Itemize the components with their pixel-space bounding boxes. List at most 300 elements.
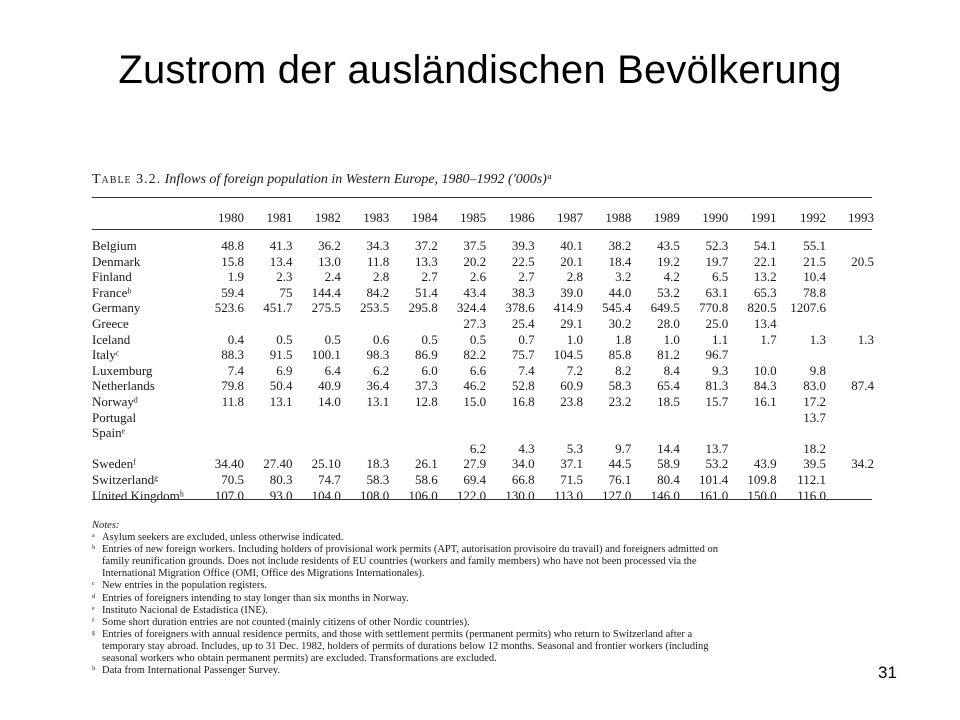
value-cell: 13.7 (803, 409, 827, 425)
value-cell: 27.3 (463, 315, 487, 331)
value-cell: 75 (279, 284, 293, 300)
value-cell: 53.2 (705, 456, 729, 472)
value-cell: 122.0 (456, 487, 487, 503)
value-cell (830, 394, 878, 410)
note-marker: ᶠ (92, 616, 95, 628)
value-cell: 66.8 (511, 471, 535, 487)
header-year: 1993 (848, 210, 874, 225)
value-cell: 74.7 (318, 471, 341, 487)
country-cell: Greece (92, 315, 129, 331)
page-number: 31 (878, 663, 897, 682)
table-notes (92, 520, 882, 677)
value-cell (248, 316, 296, 332)
data-table (88, 208, 878, 503)
value-cell: 15.0 (463, 393, 487, 409)
value-cell (830, 285, 878, 301)
value-cell: 34.3 (366, 238, 390, 253)
value-cell (830, 472, 878, 488)
value-cell: 58.6 (414, 471, 438, 487)
value-cell: 2.7 (518, 269, 535, 285)
value-cell: 12.8 (414, 393, 438, 409)
value-cell (490, 410, 538, 426)
table-row (88, 254, 878, 270)
value-cell (830, 441, 878, 457)
value-cell: 104.0 (311, 487, 341, 503)
value-cell: 22.1 (753, 253, 777, 269)
note-line (92, 568, 882, 580)
value-cell (200, 316, 248, 332)
value-cell: 85.8 (608, 347, 632, 363)
value-cell: 1.3 (857, 331, 874, 347)
value-cell: 2.4 (324, 269, 341, 285)
value-cell: 53.2 (657, 284, 680, 300)
value-cell: 58.3 (366, 471, 390, 487)
value-cell: 16.8 (511, 393, 535, 409)
value-cell (248, 425, 296, 441)
value-cell: 28.0 (657, 315, 680, 331)
value-cell: 84.3 (753, 378, 777, 394)
value-cell (732, 410, 780, 426)
value-cell: 63.1 (705, 284, 729, 300)
value-cell: 37.5 (463, 238, 487, 253)
value-cell: 96.7 (705, 347, 729, 363)
table-header-row (88, 208, 878, 228)
value-cell: 108.0 (360, 487, 390, 503)
value-cell: 23.8 (560, 393, 583, 409)
table-row (88, 332, 878, 348)
value-cell: 295.8 (408, 300, 438, 316)
value-cell: 37.2 (414, 238, 438, 253)
country-cell: Franceᵇ (92, 284, 132, 300)
value-cell: 11.8 (221, 393, 245, 409)
value-cell (442, 425, 490, 441)
notes-title: Notes: (92, 520, 120, 531)
value-cell: 6.2 (373, 362, 390, 378)
value-cell: 2.8 (373, 269, 390, 285)
value-cell: 16.1 (753, 393, 777, 409)
value-cell: 112.1 (797, 471, 827, 487)
value-cell (830, 425, 878, 441)
country-cell: Netherlands (92, 378, 155, 394)
value-cell (732, 441, 780, 457)
value-cell: 6.6 (469, 362, 487, 378)
value-cell: 93.0 (269, 487, 293, 503)
value-cell: 13.1 (269, 393, 293, 409)
value-cell: 51.4 (414, 284, 438, 300)
value-cell (345, 316, 393, 332)
value-cell: 5.3 (566, 440, 583, 456)
value-cell: 52.3 (705, 238, 729, 253)
value-cell: 39.0 (560, 284, 583, 300)
value-cell: 18.5 (657, 393, 680, 409)
value-cell: 88.3 (221, 347, 245, 363)
value-cell: 13.0 (318, 253, 341, 269)
value-cell (635, 410, 683, 426)
value-cell: 8.4 (663, 362, 680, 378)
value-cell: 101.4 (699, 471, 729, 487)
value-cell (781, 425, 830, 441)
value-cell (830, 347, 878, 363)
note-marker: ᵈ (92, 592, 96, 604)
value-cell: 13.4 (753, 315, 777, 331)
value-cell: 29.1 (560, 315, 583, 331)
value-cell: 15.7 (705, 393, 729, 409)
value-cell: 80.4 (657, 471, 680, 487)
value-cell: 545.4 (602, 300, 632, 316)
value-cell: 86.9 (414, 347, 438, 363)
value-cell: 7.4 (518, 362, 535, 378)
value-cell: 18.2 (803, 440, 827, 456)
value-cell: 37.3 (414, 378, 438, 394)
value-cell: 22.5 (511, 253, 535, 269)
value-cell: 13.1 (366, 393, 390, 409)
country-cell: Switzerlandᵍ (92, 471, 159, 487)
value-cell: 41.3 (269, 238, 293, 253)
value-cell: 65.4 (657, 378, 680, 394)
value-cell: 79.8 (221, 378, 245, 394)
value-cell: 2.3 (276, 269, 293, 285)
value-cell (830, 316, 878, 332)
value-cell: 2.7 (421, 269, 438, 285)
value-cell: 39.5 (803, 456, 827, 472)
value-cell (296, 410, 344, 426)
header-year: 1984 (411, 210, 438, 225)
value-cell (393, 441, 441, 457)
value-cell: 150.0 (747, 487, 777, 503)
value-cell: 11.8 (367, 253, 390, 269)
country-cell: Luxemburg (92, 362, 153, 378)
value-cell: 36.4 (366, 378, 390, 394)
value-cell: 13.4 (269, 253, 293, 269)
value-cell: 71.5 (560, 471, 583, 487)
value-cell: 3.2 (615, 269, 632, 285)
country-cell: Belgium (92, 238, 137, 253)
value-cell (539, 410, 587, 426)
note-line (92, 593, 882, 605)
value-cell: 13.2 (753, 269, 777, 285)
value-cell: 87.4 (851, 378, 874, 394)
value-cell (684, 410, 732, 426)
country-cell (88, 441, 200, 457)
value-cell: 44.0 (608, 284, 632, 300)
note-marker: ᵉ (92, 604, 95, 616)
value-cell: 2.6 (469, 269, 487, 285)
value-cell: 9.7 (615, 440, 632, 456)
value-cell: 70.5 (221, 471, 245, 487)
value-cell: 0.4 (227, 331, 245, 347)
value-cell (248, 441, 296, 457)
note-line (92, 556, 882, 568)
notes-list (92, 532, 882, 677)
value-cell: 81.3 (705, 378, 729, 394)
table-row (88, 472, 878, 488)
note-text: Entries of foreigners with annual residence permits, and those with settlement permits (permanent permits) who return to Switzerland after a (102, 628, 693, 640)
note-line (92, 665, 882, 677)
value-cell: 25.10 (311, 456, 341, 472)
value-cell: 19.2 (657, 253, 680, 269)
value-cell (781, 347, 830, 363)
value-cell: 1.7 (760, 331, 777, 347)
header-year: 1985 (460, 210, 487, 225)
value-cell: 43.9 (753, 456, 777, 472)
value-cell (635, 425, 683, 441)
value-cell (539, 425, 587, 441)
value-cell (393, 425, 441, 441)
table-caption (92, 172, 552, 188)
value-cell: 0.5 (469, 331, 487, 347)
value-cell: 6.5 (712, 269, 729, 285)
value-cell: 146.0 (650, 487, 680, 503)
value-cell: 50.4 (269, 378, 293, 394)
value-cell: 17.2 (803, 393, 827, 409)
value-cell: 40.9 (318, 378, 341, 394)
value-cell: 18.3 (366, 456, 390, 472)
header-year: 1990 (702, 210, 729, 225)
table-row (88, 441, 878, 457)
value-cell: 21.5 (803, 253, 827, 269)
note-text: Asylum seekers are excluded, unless otherwise indicated. (102, 532, 344, 544)
value-cell: 27.9 (463, 456, 487, 472)
value-cell: 46.2 (463, 378, 487, 394)
value-cell: 0.5 (421, 331, 438, 347)
note-line (92, 641, 882, 653)
value-cell: 9.3 (712, 362, 729, 378)
table-row (88, 316, 878, 332)
note-text: seasonal workers who obtain permanent permits) are excluded. Transformations are excluded. (102, 653, 497, 665)
value-cell: 10.0 (753, 362, 777, 378)
note-marker: ᶜ (92, 580, 95, 592)
value-cell (587, 410, 635, 426)
value-cell (830, 269, 878, 285)
note-marker: ᵍ (92, 628, 96, 640)
value-cell (830, 300, 878, 316)
value-cell: 39.3 (511, 238, 535, 253)
value-cell: 378.6 (505, 300, 535, 316)
value-cell: 6.2 (469, 440, 487, 456)
value-cell: 36.2 (318, 238, 341, 253)
value-cell: 69.4 (463, 471, 487, 487)
value-cell: 14.0 (318, 393, 341, 409)
value-cell: 113.0 (554, 487, 583, 503)
value-cell: 1.1 (712, 331, 729, 347)
country-cell: Finland (92, 269, 132, 285)
value-cell: 27.40 (263, 456, 293, 472)
value-cell (684, 425, 732, 441)
header-year: 1989 (653, 210, 680, 225)
table-row (88, 456, 878, 472)
value-cell: 0.7 (518, 331, 535, 347)
value-cell: 13.3 (414, 253, 438, 269)
value-cell: 98.3 (366, 347, 390, 363)
note-line (92, 544, 882, 556)
note-marker: ʰ (92, 665, 96, 677)
header-year: 1986 (508, 210, 535, 225)
bottom-rule (92, 499, 872, 500)
value-cell: 34.0 (511, 456, 535, 472)
value-cell: 275.5 (311, 300, 341, 316)
value-cell: 20.5 (851, 253, 874, 269)
country-cell: Norwayᵈ (92, 393, 138, 409)
value-cell (393, 316, 441, 332)
value-cell (732, 425, 780, 441)
value-cell: 107.0 (214, 487, 245, 503)
value-cell: 83.0 (803, 378, 827, 394)
value-cell: 161.0 (699, 487, 729, 503)
value-cell: 78.8 (803, 284, 827, 300)
note-line (92, 653, 882, 665)
value-cell: 60.9 (560, 378, 583, 394)
value-cell (345, 441, 393, 457)
value-cell: 9.8 (809, 362, 827, 378)
value-cell: 26.1 (414, 456, 438, 472)
note-text: Entries of new foreign workers. Including holders of provisional work permits (APT, autorisation provisoire du travail) and foreigners admitted on (102, 544, 718, 556)
value-cell: 76.1 (608, 471, 632, 487)
value-cell: 1.0 (663, 331, 680, 347)
value-cell: 0.5 (276, 331, 293, 347)
value-cell (296, 425, 344, 441)
table-row (88, 347, 878, 363)
value-cell: 20.1 (560, 253, 583, 269)
note-text: Some short duration entries are not counted (mainly citizens of other Nordic countries). (102, 616, 470, 628)
value-cell: 75.7 (511, 347, 535, 363)
value-cell (732, 347, 780, 363)
value-cell: 65.3 (753, 284, 777, 300)
table-row (88, 269, 878, 285)
value-cell: 109.8 (747, 471, 777, 487)
value-cell: 30.2 (608, 315, 632, 331)
table-row (88, 410, 878, 426)
value-cell: 59.4 (221, 284, 245, 300)
header-year: 1983 (363, 210, 390, 225)
country-cell: United Kingdomʰ (92, 487, 184, 503)
table-row (88, 378, 878, 394)
value-cell: 104.5 (553, 347, 583, 363)
value-cell: 82.2 (463, 347, 487, 363)
value-cell (830, 410, 878, 426)
value-cell: 43.5 (657, 238, 680, 253)
value-cell (830, 228, 878, 254)
note-marker: ᵃ (92, 532, 95, 544)
value-cell: 414.9 (553, 300, 583, 316)
table-row (88, 228, 878, 254)
value-cell: 58.9 (657, 456, 680, 472)
value-cell (781, 316, 830, 332)
value-cell: 6.4 (324, 362, 341, 378)
value-cell: 0.6 (373, 331, 390, 347)
value-cell: 253.5 (360, 300, 390, 316)
header-year: 1988 (605, 210, 632, 225)
value-cell (442, 410, 490, 426)
value-cell (200, 410, 248, 426)
value-cell: 451.7 (263, 300, 293, 316)
value-cell: 1.3 (809, 331, 827, 347)
value-cell (248, 410, 296, 426)
value-cell: 1.0 (566, 331, 583, 347)
value-cell: 14.4 (657, 440, 680, 456)
value-cell: 127.0 (602, 487, 632, 503)
value-cell (345, 425, 393, 441)
value-cell: 23.2 (608, 393, 632, 409)
value-cell: 4.2 (663, 269, 680, 285)
value-cell: 38.3 (511, 284, 535, 300)
value-cell: 15.8 (221, 253, 245, 269)
scanned-table-image (88, 172, 878, 692)
value-cell: 91.5 (269, 347, 293, 363)
value-cell (200, 441, 248, 457)
value-cell (587, 425, 635, 441)
table-row (88, 285, 878, 301)
table-row (88, 300, 878, 316)
value-cell: 7.4 (227, 362, 245, 378)
value-cell (296, 316, 344, 332)
value-cell: 6.9 (276, 362, 293, 378)
value-cell: 2.8 (566, 269, 583, 285)
value-cell: 34.40 (214, 456, 245, 472)
value-cell: 649.5 (650, 300, 680, 316)
value-cell: 25.4 (511, 315, 535, 331)
value-cell: 0.5 (324, 331, 341, 347)
value-cell: 8.2 (615, 362, 632, 378)
note-text: Data from International Passenger Survey. (102, 665, 281, 677)
value-cell: 81.2 (657, 347, 680, 363)
value-cell: 52.8 (511, 378, 535, 394)
value-cell: 80.3 (269, 471, 293, 487)
value-cell (345, 410, 393, 426)
table-row (88, 394, 878, 410)
value-cell: 770.8 (699, 300, 729, 316)
note-text: Instituto Nacional de Estadística (INE). (102, 604, 268, 616)
value-cell: 1.9 (227, 269, 245, 285)
header-year: 1982 (314, 210, 341, 225)
value-cell: 48.8 (221, 238, 245, 253)
value-cell: 6.0 (421, 362, 438, 378)
value-cell: 58.3 (608, 378, 632, 394)
value-cell: 20.2 (463, 253, 487, 269)
value-cell (830, 488, 878, 504)
table-caption-text: Inflows of foreign population in Western Europe, 1980–1992 ('000s)ᵃ (164, 172, 553, 187)
value-cell: 106.0 (408, 487, 438, 503)
note-text: temporary stay abroad. Includes, up to 31 Dec. 1982, holders of permits of durations below 12 months. Seasonal and frontier workers (including (102, 640, 709, 652)
country-cell: Portugal (92, 409, 137, 425)
note-text: International Migration Office (OMI, Office des Migrations Internationales). (102, 568, 425, 580)
value-cell: 13.7 (705, 440, 729, 456)
value-cell: 820.5 (747, 300, 777, 316)
value-cell: 100.1 (311, 347, 341, 363)
value-cell: 324.4 (456, 300, 487, 316)
value-cell: 84.2 (366, 284, 390, 300)
note-text: New entries in the population registers. (102, 580, 268, 592)
note-line (92, 617, 882, 629)
value-cell (490, 425, 538, 441)
value-cell: 54.1 (753, 238, 777, 253)
table-body (88, 228, 878, 503)
value-cell: 34.2 (851, 456, 874, 472)
value-cell (200, 425, 248, 441)
header-year: 1991 (750, 210, 777, 225)
value-cell: 40.1 (560, 238, 583, 253)
value-cell (393, 410, 441, 426)
country-cell: Germany (92, 300, 141, 316)
note-line (92, 605, 882, 617)
country-cell: Swedenᶠ (92, 456, 136, 472)
value-cell: 38.2 (608, 238, 632, 253)
table-row (88, 425, 878, 441)
value-cell: 18.4 (608, 253, 632, 269)
value-cell (296, 441, 344, 457)
value-cell: 130.0 (505, 487, 535, 503)
header-year: 1987 (556, 210, 583, 225)
note-line (92, 629, 882, 641)
